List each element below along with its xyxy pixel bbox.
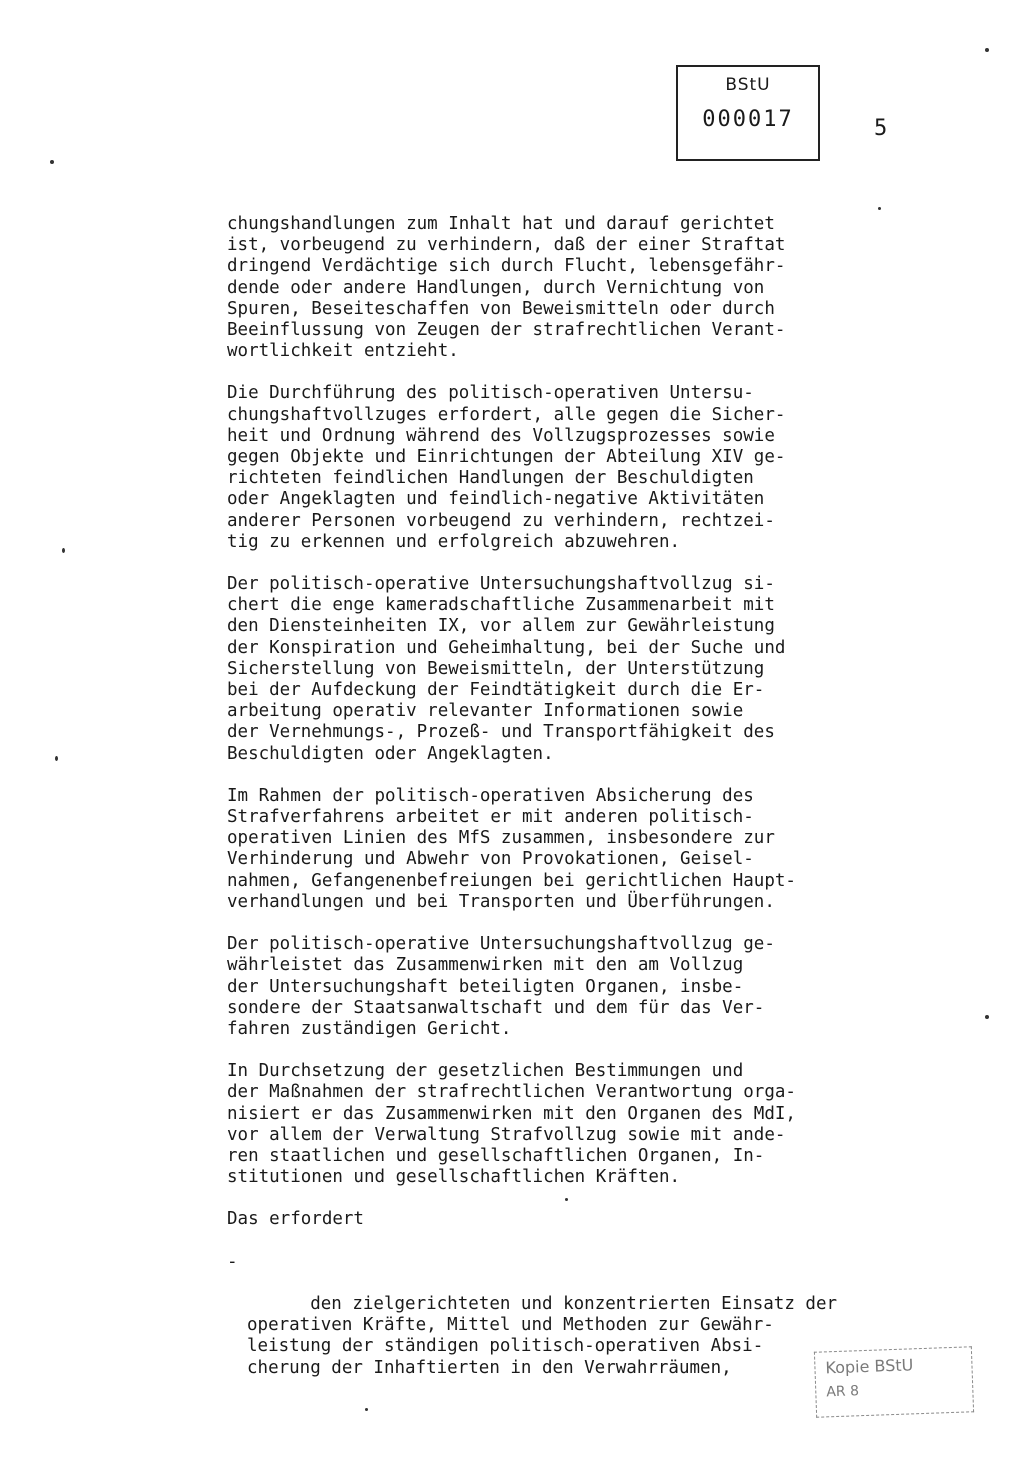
scan-speck: [878, 207, 881, 210]
paragraph: In Durchsetzung der gesetzlichen Bestimmungen und der Maßnahmen der strafrechtlichen Verantwortung orga- nisiert er das Zusammenwirken mit den Organen des MdI, vor allem der Verwaltung Strafvollzug sowie mit ande- ren staatlichen und gesellschaftlichen Organen, In- stitutionen und gesellschaftlichen Kräften.: [227, 1061, 796, 1188]
scan-speck: [50, 160, 54, 164]
scan-speck: [365, 1408, 368, 1411]
paragraph: Der politisch-operative Untersuchungshaftvollzug ge- währleistet das Zusammenwirken mit den am Vollzug der Untersuchungshaft beteiligten Organen, insbe- sondere der Staatsanwaltschaft und dem für das Ver- fahren zuständigen Gericht.: [227, 934, 775, 1039]
scan-speck: [62, 548, 65, 553]
stamp-number: 000017: [702, 107, 794, 132]
scan-speck: [985, 1015, 989, 1019]
scan-speck: [55, 756, 58, 761]
document-body: [227, 214, 917, 1400]
list-item-text: den zielgerichteten und konzentrierten Einsatz der operativen Kräfte, Mittel und Methoden zur Gewähr- leistung der ständigen politisch-operativen Absi- cherung der Inhaftierten in den Verwahrräumen,: [247, 1293, 838, 1378]
scan-speck: [985, 48, 989, 52]
list-item: [227, 1252, 917, 1400]
archive-number-stamp: [676, 65, 820, 161]
bullet-dash: -: [227, 1251, 238, 1272]
requirement-list: [227, 1252, 917, 1400]
stamp-agency: BStU: [725, 75, 771, 95]
paragraph: Das erfordert: [227, 1209, 364, 1230]
paragraph: Die Durchführung des politisch-operativen Untersu- chungshaftvollzuges erfordert, alle gegen die Sicher- heit und Ordnung während des Vollzugsprozesses sowie gegen Objekte und Einrichtungen der Abteilung XIV ge- richteten feindlichen Handlungen der Beschuldigten oder Angeklagten und feindlich-negative Aktivitäten anderer Personen vorbeugend zu verhindern, rechtzei- tig zu erkennen und erfolgreich abzuwehren.: [227, 383, 786, 552]
copy-stamp: [814, 1346, 974, 1417]
paragraph: chungshandlungen zum Inhalt hat und darauf gerichtet ist, vorbeugend zu verhindern, daß der einer Straftat dringend Verdächtige sich durch Flucht, lebensgefähr- dende oder andere Handlungen, durch Vernichtung von Spuren, Beseiteschaffen von Beweismitteln oder durch Beeinflussung von Zeugen der strafrechtlichen Verant- wortlichkeit entzieht.: [227, 214, 786, 362]
paragraph: Der politisch-operative Untersuchungshaftvollzug si- chert die enge kameradschaftliche Zusammenarbeit mit den Diensteinheiten IX, vor allem zur Gewährleistung der Konspiration und Geheimhaltung, bei der Suche und Sicherstellung von Beweismitteln, der Unterstützung bei der Aufdeckung der Feindtätigkeit durch die Er- arbeitung operativ relevanter Informationen sowie der Vernehmungs-, Prozeß- und Transportfähigkeit des Beschuldigten oder Angeklagten.: [227, 574, 786, 764]
scan-speck: [565, 1198, 568, 1201]
page-number: 5: [874, 116, 888, 141]
copy-stamp-line1: Kopie BStU: [825, 1355, 914, 1378]
copy-stamp-line2: AR 8: [826, 1383, 860, 1401]
paragraph: Im Rahmen der politisch-operativen Absicherung des Strafverfahrens arbeitet er mit anderen politisch- operativen Linien des MfS zusammen, insbesondere zur Verhinderung und Abwehr von Provokationen, Geisel- nahmen, Gefangenenbefreiungen bei gerichtlichen Haupt- verhandlungen und bei Transporten und Überführungen.: [227, 785, 796, 912]
